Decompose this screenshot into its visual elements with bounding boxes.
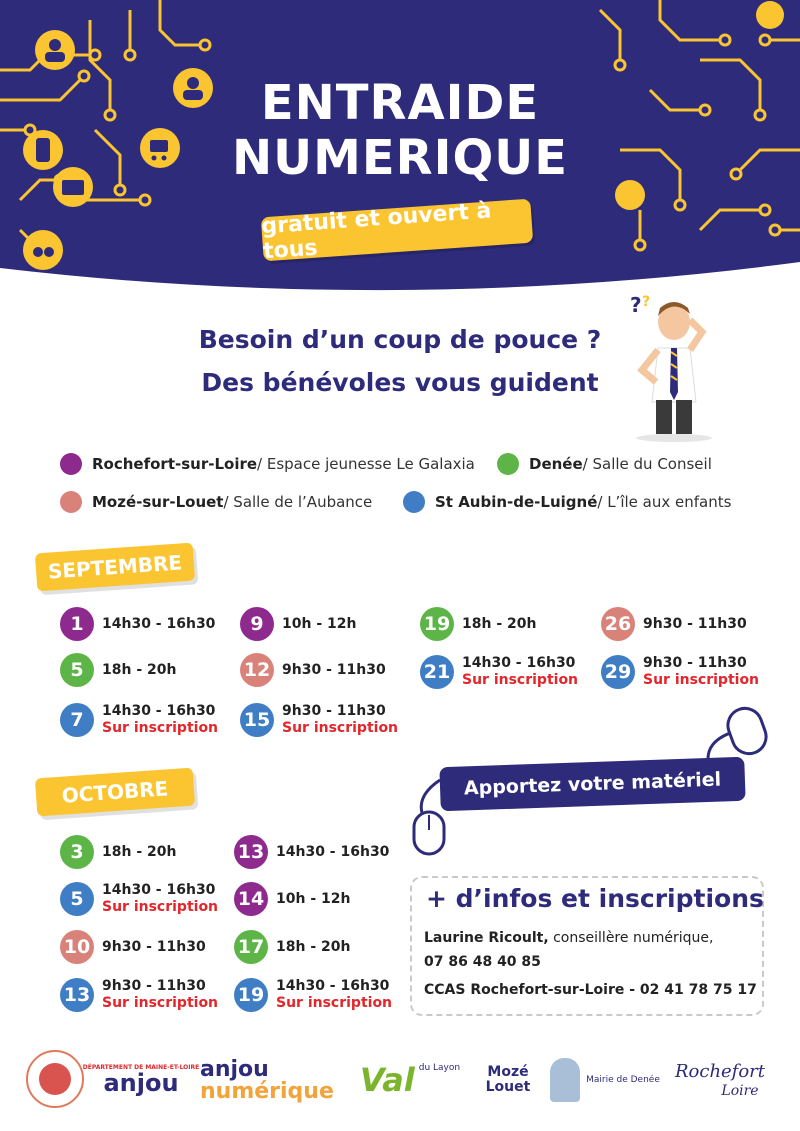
legend-item-st-aubin bbox=[403, 491, 731, 513]
moze-text-1: Mozé bbox=[487, 1064, 529, 1080]
anjou-numerique-text-2: numérique bbox=[200, 1079, 334, 1104]
header-banner bbox=[0, 0, 800, 300]
info-contact bbox=[424, 930, 713, 946]
event-day: 14 bbox=[234, 882, 268, 916]
event-time: 14h30 - 16h30 bbox=[102, 615, 216, 632]
event-oct-3 bbox=[60, 835, 176, 869]
event-day: 5 bbox=[60, 882, 94, 916]
rochefort-text-2: Loire bbox=[721, 1083, 759, 1099]
legend-location-place: / L’île aux enfants bbox=[597, 493, 732, 511]
event-sep-19 bbox=[420, 607, 536, 641]
title-line-1: ENTRAIDE bbox=[260, 75, 540, 131]
info-title: + d’infos et inscriptions bbox=[426, 884, 764, 913]
title-line-2: NUMERIQUE bbox=[231, 130, 569, 186]
event-registration-note: Sur inscription bbox=[643, 672, 760, 688]
event-time: 10h - 12h bbox=[282, 615, 357, 632]
contact-name: Laurine Ricoult, bbox=[424, 930, 549, 946]
event-time: 14h30 - 16h30 bbox=[462, 655, 576, 671]
denee-text: Mairie de Denée bbox=[586, 1075, 660, 1085]
event-oct-19 bbox=[234, 978, 392, 1012]
seal-icon bbox=[39, 1063, 71, 1095]
event-sep-12 bbox=[240, 653, 386, 687]
event-day: 19 bbox=[420, 607, 454, 641]
legend-location-name: Mozé-sur-Louet bbox=[92, 493, 224, 511]
event-day: 1 bbox=[60, 607, 94, 641]
event-time: 18h - 20h bbox=[102, 843, 177, 860]
event-time: 9h30 - 11h30 bbox=[643, 655, 747, 671]
event-time: 14h30 - 16h30 bbox=[102, 882, 216, 898]
contact-phone: 07 86 48 40 85 bbox=[424, 954, 541, 970]
event-day: 19 bbox=[234, 978, 268, 1012]
event-time: 18h - 20h bbox=[462, 615, 537, 632]
event-time: 9h30 - 11h30 bbox=[102, 938, 206, 955]
event-day: 10 bbox=[60, 930, 94, 964]
anjou-numerique-logo bbox=[200, 1055, 340, 1107]
event-day: 15 bbox=[240, 703, 274, 737]
svg-text:?: ? bbox=[642, 294, 651, 310]
headline-line-2: Des bénévoles vous guident bbox=[201, 368, 599, 397]
event-sep-7 bbox=[60, 703, 218, 737]
moze-text-2: Louet bbox=[485, 1079, 531, 1095]
month-tag-october: OCTOBRE bbox=[35, 768, 195, 817]
anjou-numerique-text-1: anjou bbox=[200, 1057, 269, 1082]
rochefort-logo bbox=[670, 1052, 770, 1110]
legend-dot bbox=[403, 491, 425, 513]
event-sep-1 bbox=[60, 607, 215, 641]
event-oct-17 bbox=[234, 930, 350, 964]
denee-logo bbox=[550, 1052, 660, 1108]
event-sep-26 bbox=[601, 607, 747, 641]
event-oct-14 bbox=[234, 882, 350, 916]
event-sep-29 bbox=[601, 655, 759, 689]
legend-location-name: Denée bbox=[529, 455, 583, 473]
event-day: 3 bbox=[60, 835, 94, 869]
legend-location-place: / Espace jeunesse Le Galaxia bbox=[257, 455, 475, 473]
layon-text: du Layon bbox=[418, 1063, 461, 1073]
event-oct-13-rochefort bbox=[234, 835, 389, 869]
church-icon bbox=[550, 1058, 580, 1102]
event-registration-note: Sur inscription bbox=[102, 720, 219, 736]
event-time: 9h30 - 11h30 bbox=[643, 615, 747, 632]
event-sep-15 bbox=[240, 703, 398, 737]
event-time: 18h - 20h bbox=[102, 661, 177, 678]
event-day: 17 bbox=[234, 930, 268, 964]
event-oct-13-aubin bbox=[60, 978, 218, 1012]
event-day: 21 bbox=[420, 655, 454, 689]
contact-role: conseillère numérique, bbox=[548, 930, 714, 946]
legend-dot bbox=[497, 453, 519, 475]
event-day: 5 bbox=[60, 653, 94, 687]
val-du-layon-logo bbox=[350, 1052, 470, 1108]
event-day: 13 bbox=[234, 835, 268, 869]
event-time: 9h30 - 11h30 bbox=[102, 978, 206, 994]
event-registration-note: Sur inscription bbox=[462, 672, 579, 688]
ccas-contact: CCAS Rochefort-sur-Loire - 02 41 78 75 17 bbox=[424, 982, 757, 998]
legend-item-moze bbox=[60, 491, 372, 513]
event-registration-note: Sur inscription bbox=[276, 995, 393, 1011]
event-oct-5 bbox=[60, 882, 218, 916]
val-text: Val bbox=[359, 1061, 415, 1099]
event-registration-note: Sur inscription bbox=[102, 995, 219, 1011]
event-oct-10 bbox=[60, 930, 206, 964]
tagline: gratuit et ouvert à tous bbox=[261, 199, 533, 262]
event-day: 13 bbox=[60, 978, 94, 1012]
legend-item-denee bbox=[497, 453, 712, 475]
event-time: 10h - 12h bbox=[276, 890, 351, 907]
event-day: 9 bbox=[240, 607, 274, 641]
event-day: 12 bbox=[240, 653, 274, 687]
event-sep-5 bbox=[60, 653, 176, 687]
event-time: 9h30 - 11h30 bbox=[282, 661, 386, 678]
anjou-logo bbox=[82, 1060, 200, 1098]
legend-location-name: Rochefort-sur-Loire bbox=[92, 455, 258, 473]
event-time: 14h30 - 16h30 bbox=[276, 978, 390, 994]
moze-louet-logo bbox=[483, 1058, 533, 1102]
month-tag-september: SEPTEMBRE bbox=[35, 543, 195, 592]
event-registration-note: Sur inscription bbox=[282, 720, 399, 736]
headline-line-1: Besoin d’un coup de pouce ? bbox=[198, 325, 602, 354]
legend-dot bbox=[60, 453, 82, 475]
event-day: 29 bbox=[601, 655, 635, 689]
legend-location-place: / Salle de l’Aubance bbox=[223, 493, 373, 511]
event-time: 18h - 20h bbox=[276, 938, 351, 955]
anjou-text: anjou bbox=[103, 1068, 179, 1097]
event-time: 14h30 - 16h30 bbox=[102, 703, 216, 719]
event-registration-note: Sur inscription bbox=[102, 899, 219, 915]
anjou-department-text: DÉPARTEMENT DE MAINE-ET-LOIRE bbox=[82, 1063, 200, 1071]
svg-text:?: ? bbox=[630, 293, 642, 317]
event-sep-9 bbox=[240, 607, 356, 641]
info-contact-box bbox=[410, 876, 764, 1016]
legend-dot bbox=[60, 491, 82, 513]
event-sep-21 bbox=[420, 655, 578, 689]
event-time: 9h30 - 11h30 bbox=[282, 703, 386, 719]
event-day: 7 bbox=[60, 703, 94, 737]
bring-equipment-banner: Apportez votre matériel bbox=[439, 757, 745, 812]
legend-location-name: St Aubin-de-Luigné bbox=[435, 493, 598, 511]
event-time: 14h30 - 16h30 bbox=[276, 843, 390, 860]
event-day: 26 bbox=[601, 607, 635, 641]
legend-location-place: / Salle du Conseil bbox=[582, 455, 712, 473]
rochefort-text-1: Rochefort bbox=[674, 1061, 766, 1082]
confused-man-illustration bbox=[622, 292, 722, 442]
communauté-logo bbox=[26, 1050, 84, 1108]
legend-item-rochefort bbox=[60, 453, 475, 475]
